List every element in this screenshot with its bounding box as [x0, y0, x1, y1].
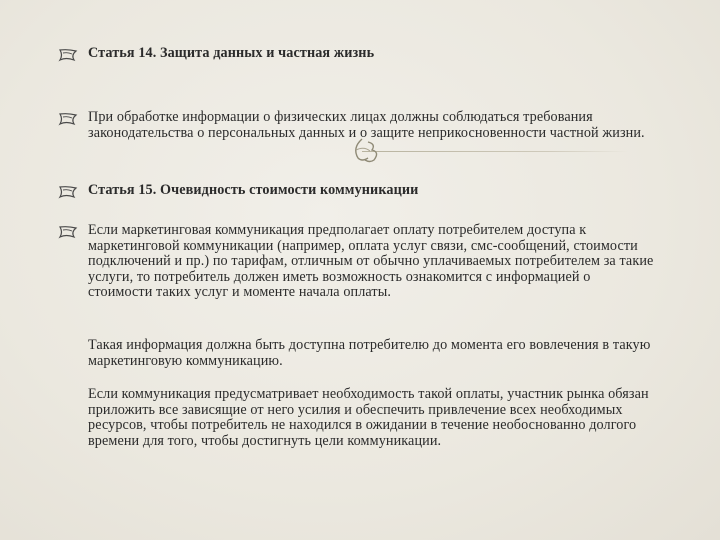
bullet-cost: [58, 223, 658, 301]
flourish-icon: [348, 136, 382, 164]
page-curl-icon: [58, 225, 78, 239]
paragraph-obligation: Если коммуникация предусматривает необходимость такой оплаты, участник рынка обязан приложить все зависящие от него усилия и обеспечить привлечение всех необходимых ресурсов, чтобы потребитель не находился в ожидании в течение необоснованно долгого времени для того, чтобы достигнуть цели коммуникации.: [88, 386, 649, 449]
paragraph-availability: Такая информация должна быть доступна потребителю до момента его вовлечения в такую маркетинговую коммуникацию.: [88, 337, 651, 369]
bullet-article-14: [58, 46, 658, 62]
page-curl-icon: [58, 48, 78, 62]
decorative-line: [362, 151, 628, 152]
bullet-text: Статья 14. Защита данных и частная жизнь: [88, 45, 375, 61]
page-curl-icon: [58, 185, 78, 199]
bullet-text: Если маркетинговая коммуникация предполагает оплату потребителем доступа к маркетинговой коммуникации (например, оплата услуг связи, смс-сообщений, стоимости подключений и пр.) по тарифам, отличным от обычно уплачиваемых потребителем за такие услуги, то потребитель должен иметь возможность ознакомится с информацией о стоимости таких услуг и моменте начала оплаты.: [88, 222, 654, 300]
page-curl-icon: [58, 112, 78, 126]
bullet-text: При обработке информации о физических лицах должны соблюдаться требования законодательства о персональных данных и о защите неприкосновенности частной жизни.: [88, 109, 645, 141]
bullet-article-15: [58, 183, 658, 199]
bullet-text: Статья 15. Очевидность стоимости коммуникации: [88, 182, 419, 198]
